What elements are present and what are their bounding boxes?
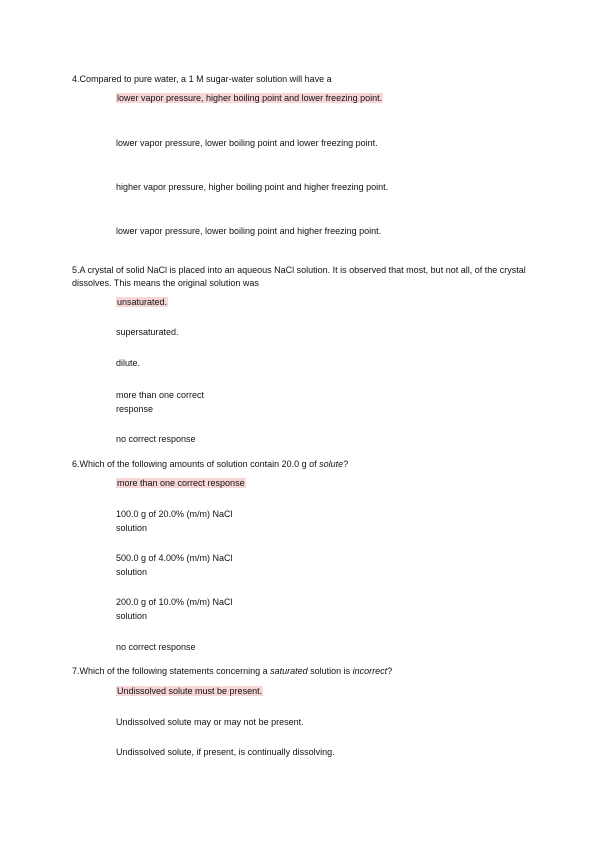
q6-option-b[interactable]: 100.0 g of 20.0% (m/m) NaCl solution <box>116 509 233 533</box>
q7-option-a-text: Undissolved solute must be present. <box>117 686 263 696</box>
q4-option-d[interactable]: lower vapor pressure, lower boiling point and higher freezing point. <box>116 226 382 236</box>
q6-text-suffix: ? <box>343 459 349 469</box>
q7-option-a[interactable] <box>116 684 263 698</box>
question-6-text <box>72 458 552 471</box>
question-4-text: 4.Compared to pure water, a 1 M sugar-water solution will have a <box>72 74 332 84</box>
q5-option-a[interactable] <box>116 295 168 309</box>
q5-option-b[interactable]: supersaturated. <box>116 327 179 337</box>
q5-option-a-text: unsaturated. <box>117 297 168 307</box>
q7-text-emphasis-2: incorrect <box>352 666 388 676</box>
question-5-text: 5.A crystal of solid NaCl is placed into an aqueous NaCl solution. It is observed that most, but not all, of the crystal dissolves. This means the original solution was <box>72 265 526 288</box>
q7-option-c[interactable]: Undissolved solute, if present, is continually dissolving. <box>116 747 335 757</box>
q6-text-prefix: 6.Which of the following amounts of solution contain 20.0 g of <box>72 459 320 469</box>
q6-option-d[interactable]: 200.0 g of 10.0% (m/m) NaCl solution <box>116 597 233 621</box>
q7-option-b[interactable]: Undissolved solute may or may not be present. <box>116 717 304 727</box>
q6-option-a[interactable] <box>116 476 246 490</box>
q5-option-e[interactable]: no correct response <box>116 434 196 444</box>
q6-option-e[interactable]: no correct response <box>116 642 196 652</box>
q7-text-prefix: 7.Which of the following statements concerning a <box>72 666 271 676</box>
q4-option-a[interactable] <box>116 91 416 105</box>
q7-text-suffix: ? <box>387 666 393 676</box>
q6-option-a-text: more than one correct response <box>117 478 245 488</box>
q4-option-b[interactable]: lower vapor pressure, lower boiling point and lower freezing point. <box>116 138 378 148</box>
question-7-text <box>72 665 552 678</box>
q7-text-mid: solution is <box>307 666 353 676</box>
q4-option-c[interactable]: higher vapor pressure, higher boiling point and higher freezing point. <box>116 182 389 192</box>
q7-text-emphasis-1: saturated <box>270 666 308 676</box>
q5-option-c[interactable]: dilute. <box>116 358 141 368</box>
q4-option-a-text: lower vapor pressure, higher boiling point and lower freezing point. <box>117 93 383 103</box>
q6-text-emphasis: solute <box>319 459 344 469</box>
q6-option-c[interactable]: 500.0 g of 4.00% (m/m) NaCl solution <box>116 553 233 577</box>
q5-option-d[interactable]: more than one correct response <box>116 390 205 414</box>
